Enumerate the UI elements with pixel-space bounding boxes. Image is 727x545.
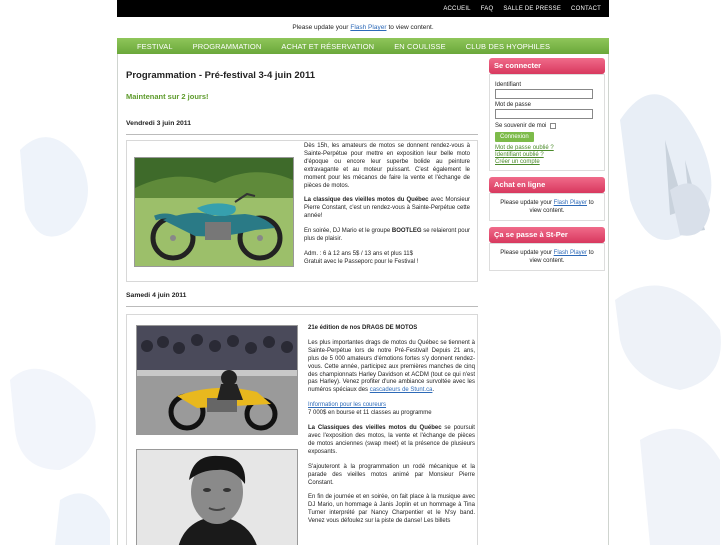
day2-drags-title-text: 21e édition de nos DRAGS DE MOTOS bbox=[308, 325, 418, 331]
page-title: Programmation - Pré-festival 3-4 juin 2011 bbox=[126, 70, 316, 81]
remember-checkbox[interactable] bbox=[550, 123, 556, 129]
login-button[interactable]: Connexion bbox=[495, 132, 534, 142]
flash-text-after: to view content. bbox=[388, 24, 434, 31]
day1-paragraph-intro: Dès 15h, les amateurs de motos se donnent rendez-vous à Sainte-Perpétue pour mettre en exposition leur belle moto d'époque ou encore leur superbe bolide au peinture extravagante et au moteur puissant. C'est également le moment pour les mécanos de faire la vente et l'échange de pièces de motos. bbox=[304, 143, 470, 189]
topnav-contact[interactable]: CONTACT bbox=[571, 5, 601, 12]
day2-paragraph-drags: Les plus importantes drags de motos du Québec se tiennent à Sainte-Perpétue lors de notre Pré-Festival! Depuis 21 ans, plus de 5 000 amateurs d'émotions fortes s'y donnent rendez-vous. Cette année, participez aux premières manches de cinq des championnats Harley Davidson et ACDM (tout ce qui n'est pas Harley). Venez profiter d'une ambiance survoltée avec les numéros spéciaux des cascadeurs de Stunt.ca. bbox=[308, 339, 475, 394]
day1-soiree-a: En soirée, DJ Mario et le groupe bbox=[304, 228, 392, 235]
day2-paragraph-classiques bbox=[308, 425, 475, 457]
day1-paragraph-classique bbox=[304, 197, 470, 221]
nav-club-hyophiles[interactable]: CLUB DES HYOPHILES bbox=[465, 41, 551, 51]
username-input[interactable] bbox=[495, 89, 593, 99]
login-header: Se connecter bbox=[489, 58, 605, 74]
day1-admission-price: Adm. : 6 à 12 ans 5$ / 13 ans et plus 11$ bbox=[304, 250, 413, 257]
flash-player-link[interactable]: Flash Player bbox=[350, 24, 387, 31]
day1-paragraph-admission bbox=[304, 251, 470, 267]
cascadeurs-link[interactable]: cascadeurs de Stunt.ca bbox=[369, 387, 433, 394]
flash-text-before: Please update your bbox=[292, 24, 349, 31]
forgot-password-link[interactable]: Mot de passe oublié ? bbox=[495, 145, 554, 151]
day2-block bbox=[126, 314, 478, 545]
top-utility-bar bbox=[117, 0, 609, 17]
passe-flash-link[interactable]: Flash Player bbox=[553, 250, 588, 256]
topnav-salle-de-presse[interactable]: SALLE DE PRESSE bbox=[503, 5, 562, 12]
day1-paragraph-soiree bbox=[304, 228, 470, 244]
password-input[interactable] bbox=[495, 109, 593, 119]
day1-block bbox=[126, 140, 478, 282]
divider bbox=[126, 134, 478, 135]
drag-motorcycle-photo bbox=[136, 325, 298, 435]
day1-text bbox=[304, 143, 470, 274]
nav-programmation[interactable]: PROGRAMMATION bbox=[192, 41, 262, 51]
day1-heading: Vendredi 3 juin 2011 bbox=[126, 120, 191, 127]
sidebar bbox=[489, 58, 605, 271]
right-background bbox=[610, 0, 727, 545]
login-box bbox=[489, 74, 605, 171]
create-account-link[interactable]: Créer un compte bbox=[495, 159, 540, 165]
remember-row bbox=[495, 123, 599, 129]
topnav-faq[interactable]: FAQ bbox=[480, 5, 494, 12]
divider bbox=[126, 306, 478, 307]
username-label: Identifiant bbox=[495, 82, 522, 88]
day1-soiree-b: se relaieront pour plus de plaisir. bbox=[304, 228, 470, 243]
page-subtitle: Maintenant sur 2 jours! bbox=[126, 92, 209, 101]
left-splash-decoration bbox=[0, 0, 117, 545]
day2-heading: Samedi 4 juin 2011 bbox=[126, 292, 187, 299]
main-nav bbox=[117, 38, 609, 54]
achat-flash-before: Please update your bbox=[500, 200, 552, 206]
singer-portrait-photo bbox=[136, 449, 298, 545]
day1-bootleg: BOOTLEG bbox=[391, 228, 422, 235]
passe-box bbox=[489, 243, 605, 271]
day2-paragraph-coureurs bbox=[308, 402, 475, 418]
day2-drags-title bbox=[308, 325, 475, 333]
left-background bbox=[0, 0, 117, 545]
passe-flash-after: to view content. bbox=[529, 250, 594, 264]
nav-en-coulisse[interactable]: EN COULISSE bbox=[394, 41, 446, 51]
flash-notice bbox=[117, 17, 609, 38]
day2-paragraph-soiree: En fin de journée et en soirée, on fait place à la musique avec DJ Mario, un hommage à Janis Joplin et un hommage à Tina Turner interprété par Nancy Charpentier et le N'sy band. Venez vous défoulez sur la piste de danse! Les billets bbox=[308, 494, 475, 525]
day1-classique-rest: avec Monsieur Pierre Constant, c'est un rendez-vous à Sainte-Perpétue cette année! bbox=[304, 197, 471, 220]
day2-classiques-bold: La Classiques des vieilles motos du Québec bbox=[308, 425, 442, 432]
achat-box bbox=[489, 193, 605, 221]
main-content bbox=[126, 60, 478, 525]
password-label: Mot de passe bbox=[495, 102, 532, 108]
day2-classiques-rest: se poursuit avec l'exposition des motos, la vente et l'échange de pièces de motos anciennes (swap meet) et la présence de plusieurs exposants. bbox=[308, 425, 475, 455]
coureurs-info-link[interactable]: Information pour les coureurs bbox=[308, 402, 387, 409]
vintage-motorcycle-photo bbox=[134, 157, 294, 267]
day2-text bbox=[308, 325, 475, 533]
passe-header: Ça se passe à St-Per bbox=[489, 227, 605, 243]
achat-header: Achat en ligne bbox=[489, 177, 605, 193]
day2-bourse: 7 000$ en bourse et 11 classes au programme bbox=[308, 410, 432, 417]
nav-achat-reservation[interactable]: ACHAT ET RÉSERVATION bbox=[281, 41, 375, 51]
right-splash-decoration bbox=[610, 0, 727, 545]
remember-label: Se souvenir de moi bbox=[495, 123, 547, 129]
nav-festival[interactable]: FESTIVAL bbox=[137, 41, 173, 51]
forgot-username-link[interactable]: Identifiant oublié ? bbox=[495, 152, 544, 158]
topnav-accueil[interactable]: ACCUEIL bbox=[443, 5, 471, 12]
day1-classique-bold: La classique des vieilles motos du Québec bbox=[304, 197, 429, 204]
achat-flash-link[interactable]: Flash Player bbox=[553, 200, 588, 206]
day2-drags-text: Les plus importantes drags de motos du Québec se tiennent à Sainte-Perpétue lors de notre Pré-Festival! Depuis 21 ans, plus de 5 000 amateurs d'émotions fortes s'y donnent rendez-vous. Cette année, participez aux premières manches de cinq des championnats Harley Davidson et ACDM (tout ce qui n'est pas Harley). Venez profiter d'une ambiance survoltée avec les numéros spéciaux des bbox=[308, 339, 475, 394]
day1-admission-passeporc: Gratuit avec le Passeporc pour le Festival ! bbox=[304, 258, 419, 265]
day2-paragraph-rode: S'ajouteront à la programmation un rodé mécanique et la parade des vieilles motos animé par Monsieur Pierre Constant. bbox=[308, 463, 475, 486]
passe-flash-before: Please update your bbox=[500, 250, 552, 256]
achat-flash-after: to view content. bbox=[529, 200, 594, 214]
